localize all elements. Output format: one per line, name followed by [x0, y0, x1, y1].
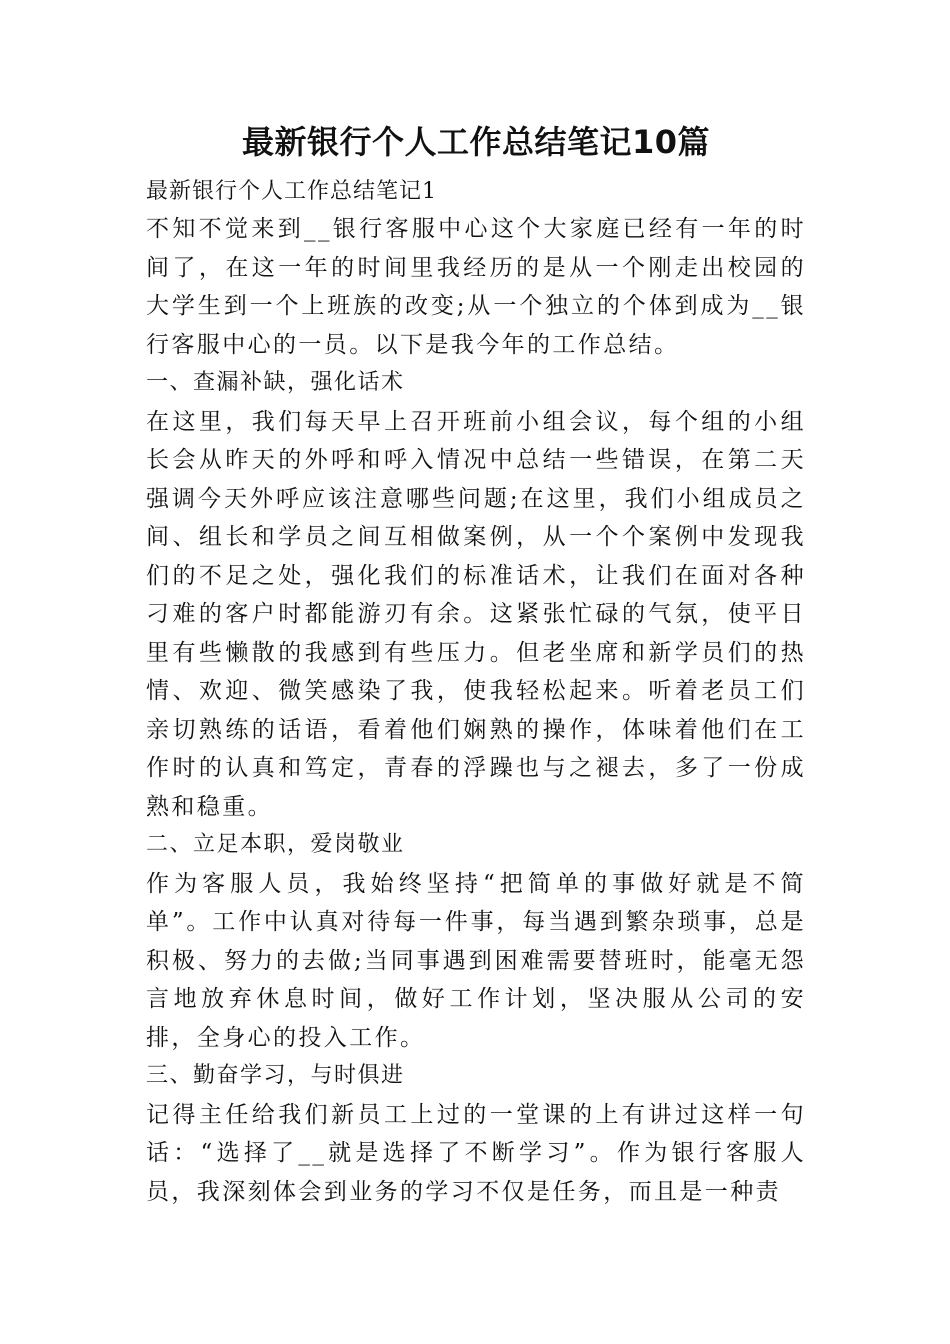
paragraph-section-3: 记得主任给我们新员工上过的一堂课的上有讲过这样一句话：“选择了__就是选择了不断学习”。作为银行客服人员，我深刻体会到业务的学习不仅是任务，而且是一种责: [146, 1101, 806, 1205]
document-page: [146, 118, 806, 1211]
heading-section-1: 一、查漏补缺，强化话术: [146, 370, 405, 395]
paragraph-section-2: 作为客服人员，我始终坚持“把简单的事做好就是不简单”。工作中认真对待每一件事，每当遇到繁杂琐事，总是积极、努力的去做;当同事遇到困难需要替班时，能毫无怨言地放弃休息时间，做好工作计划，坚决服从公司的安排，全身心的投入工作。: [146, 870, 806, 1051]
document-title: 最新银行个人工作总结笔记10篇: [241, 123, 711, 161]
heading-section-3: 三、勤奋学习，与时俱进: [146, 1063, 405, 1088]
section-subtitle: 最新银行个人工作总结笔记1: [146, 179, 437, 204]
paragraph-section-1: 在这里，我们每天早上召开班前小组会议，每个组的小组长会从昨天的外呼和呼入情况中总结一些错误，在第二天强调今天外呼应该注意哪些问题;在这里，我们小组成员之间、组长和学员之间互相做案例，从一个个案例中发现我们的不足之处，强化我们的标准话术，让我们在面对各种刁难的客户时都能游刃有余。这紧张忙碌的气氛，使平日里有些懒散的我感到有些压力。但老坐席和新学员们的热情、欢迎、微笑感染了我，使我轻松起来。听着老员工们亲切熟练的话语，看着他们娴熟的操作，体味着他们在工作时的认真和笃定，青春的浮躁也与之褪去，多了一份成熟和稳重。: [146, 408, 806, 820]
paragraph-intro: 不知不觉来到__银行客服中心这个大家庭已经有一年的时间了，在这一年的时间里我经历的是从一个刚走出校园的大学生到一个上班族的改变;从一个独立的个体到成为__银行客服中心的一员。以下是我今年的工作总结。: [146, 216, 806, 358]
heading-section-2: 二、立足本职，爱岗敬业: [146, 832, 405, 857]
